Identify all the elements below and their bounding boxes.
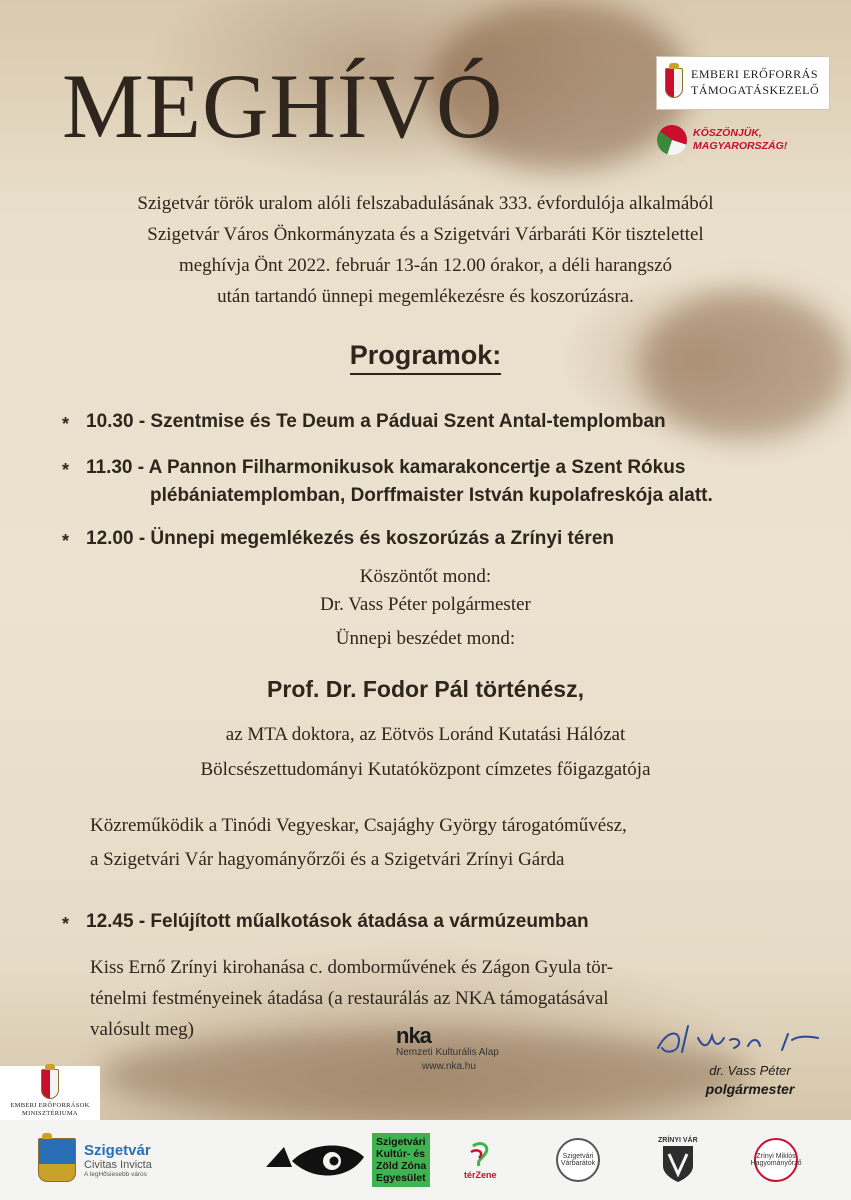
intro-line: Szigetvár török uralom alóli felszabadulásának 333. évfordulója alkalmából	[137, 193, 714, 214]
varbaratok-badge: Szigetvári Várbarátok	[556, 1138, 600, 1182]
contributors-line: Közreműködik a Tinódi Vegyeskar, Csajághy György tárogatóművész,	[90, 815, 627, 836]
nka-url: www.nka.hu	[422, 1061, 476, 1072]
thanks-hungary-logo	[657, 120, 837, 160]
intro-line: után tartandó ünnepi megemlékezésre és koszorúzásra.	[217, 286, 634, 307]
asterisk-bullet-icon: *	[62, 531, 70, 551]
greeting-person: Dr. Vass Péter polgármester	[320, 594, 531, 615]
szigetvar-crest-icon	[38, 1138, 76, 1182]
kultur-line: Kultúr- és	[376, 1147, 426, 1160]
hungarian-crest-icon	[41, 1069, 59, 1099]
varbaratok-logo	[556, 1120, 600, 1200]
szigetvar-logo	[38, 1120, 152, 1200]
programs-heading-text: Programok:	[350, 340, 502, 375]
program-text: plébániatemplomban, Dorffmaister István kupolafreskója alatt.	[150, 485, 713, 506]
program-item	[62, 525, 614, 553]
szigetvar-motto: Civitas Invicta	[84, 1159, 152, 1171]
signer-block	[690, 1062, 810, 1098]
ministry-line1: EMBERI ERŐFORRÁSOK	[10, 1101, 90, 1109]
programs-heading	[0, 340, 851, 371]
program-item	[62, 908, 589, 936]
asterisk-bullet-icon: *	[62, 460, 70, 480]
kultur-zold-zona-logo	[262, 1120, 430, 1200]
szigetvar-tagline: A legHősiesebb város	[84, 1171, 147, 1178]
intro-line: meghívja Önt 2022. február 13-án 12.00 órakor, a déli harangszó	[178, 255, 673, 276]
handover-line: ténelmi festményeinek átadása (a restaurálás az NKA támogatásával	[90, 988, 609, 1009]
intro-paragraph	[40, 188, 811, 312]
music-note-icon	[465, 1140, 495, 1170]
zrinyi-var-text: ZRÍNYI VÁR	[658, 1136, 698, 1144]
szigetvar-name: Szigetvár	[84, 1142, 151, 1159]
nka-logo-mark: nka	[396, 1023, 431, 1048]
swirl-icon	[657, 125, 687, 155]
program-item	[62, 408, 666, 436]
program-text: 10.30 - Szentmise és Te Deum a Páduai Szent Antal-templomban	[86, 411, 666, 432]
program-text: 12.45 - Felújított műalkotások átadása a vármúzeumban	[86, 911, 589, 932]
zrinyi-var-logo	[658, 1120, 698, 1200]
signer-name: dr. Vass Péter	[709, 1063, 791, 1078]
intro-line: Szigetvár Város Önkormányzata és a Szigetvári Várbaráti Kör tisztelettel	[147, 224, 704, 245]
thanks-logo-line1: KÖSZÖNJÜK,	[693, 126, 762, 139]
terzene-text: térZene	[464, 1170, 497, 1180]
terzene-logo	[464, 1120, 497, 1200]
asterisk-bullet-icon: *	[62, 414, 70, 434]
hagyomanyorzo-logo	[750, 1120, 802, 1200]
ministry-line2: MINISZTÉRIUMA	[22, 1109, 78, 1117]
greeting-label: Köszöntőt mond:	[359, 566, 492, 587]
speaker-title-line1: az MTA doktora, az Eötvös Loránd Kutatási Hálózat	[225, 724, 626, 745]
asterisk-bullet-icon: *	[62, 914, 70, 934]
signature-image	[648, 1018, 828, 1060]
speaker-title-line2: Bölcsészettudományi Kutatóközpont címzetes főigazgatója	[200, 759, 651, 780]
nka-logo	[396, 1025, 536, 1072]
signer-role: polgármester	[705, 1081, 795, 1097]
hungarian-crest-icon	[665, 68, 683, 98]
nka-name: Nemzeti Kulturális Alap	[396, 1047, 499, 1058]
handover-line: valósult meg)	[90, 1019, 194, 1040]
ministry-logo	[0, 1066, 100, 1120]
sponsor-footer	[0, 1120, 851, 1200]
eye-icon	[262, 1137, 366, 1183]
kultur-line: Egyesület	[376, 1172, 426, 1185]
speaker-name: Prof. Dr. Fodor Pál történész,	[267, 676, 584, 702]
hagyomanyorzo-badge: Zrínyi Miklós Hagyományőrző	[754, 1138, 798, 1182]
emmi-logo	[656, 56, 830, 110]
page-title: MEGHÍVÓ	[62, 55, 504, 157]
contributors-line: a Szigetvári Vár hagyományőrzői és a Szigetvári Zrínyi Gárda	[90, 849, 565, 870]
kultur-text-box	[372, 1133, 430, 1187]
program-item	[62, 454, 713, 510]
program-text: 12.00 - Ünnepi megemlékezés és koszorúzás a Zrínyi téren	[86, 528, 615, 549]
emmi-logo-line2: TÁMOGATÁSKEZELŐ	[691, 83, 820, 97]
speech-label: Ünnepi beszédet mond:	[335, 628, 516, 649]
kultur-line: Szigetvári	[376, 1135, 426, 1148]
handover-line: Kiss Ernő Zrínyi kirohanása c. domborművének és Zágon Gyula tör-	[90, 957, 614, 978]
contributors-paragraph	[90, 811, 750, 875]
thanks-logo-line2: MAGYARORSZÁG!	[693, 140, 788, 152]
kultur-line: Zöld Zóna	[376, 1160, 427, 1172]
emmi-logo-line1: EMBERI ERŐFORRÁS	[691, 67, 819, 82]
program-text: 11.30 - A Pannon Filharmonikusok kamarakoncertje a Szent Rókus	[86, 457, 686, 478]
shield-icon	[661, 1144, 695, 1184]
